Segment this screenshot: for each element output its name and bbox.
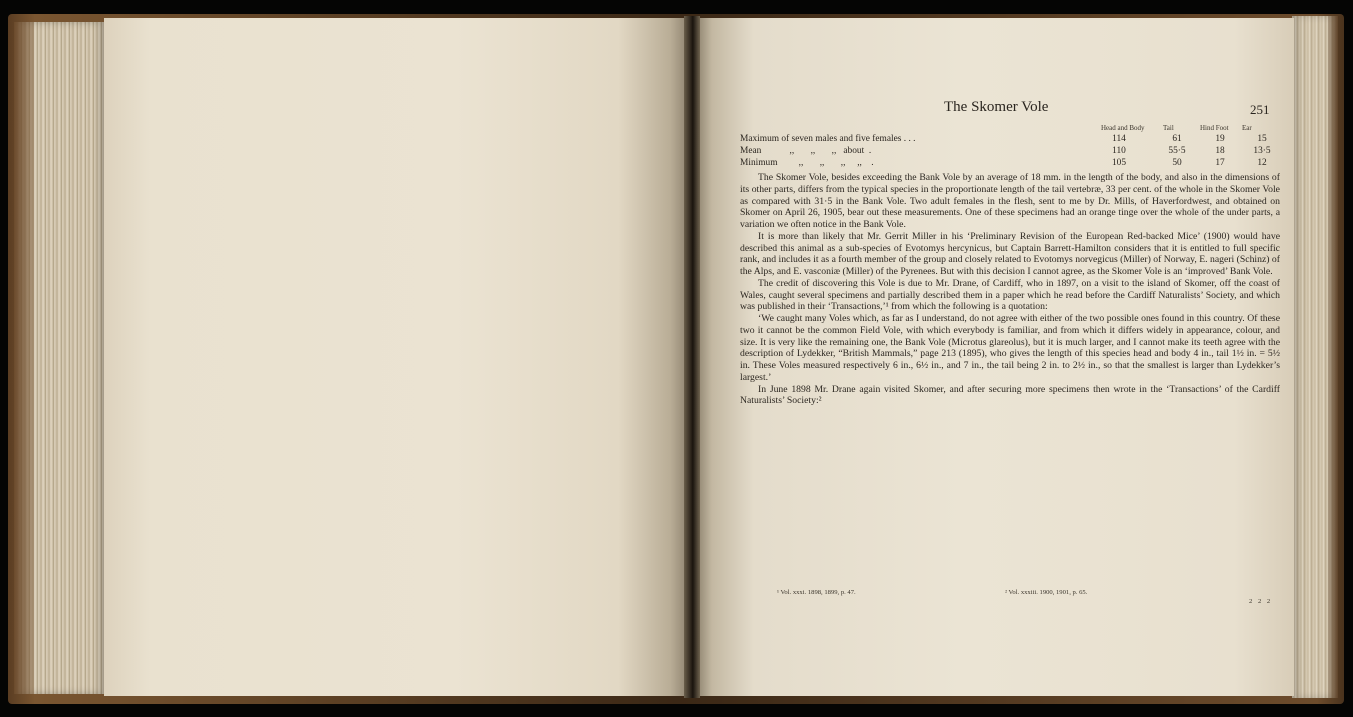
cell-ear: 15 [1257, 134, 1267, 144]
paragraph: It is more than likely that Mr. Gerrit Miller in his ‘Preliminary Revision of the European Red-backed Mice’ (1900) would have described this animal as a sub-species of Evotomys hercynicus, but Captain Barrett-Hamilton considers that it is entitled to full specific rank, and includes it as a fourth member of the group and closely related to Evotomys norvegicus (Miller) of Norway, E. nageri (Schinz) of the Alps, and E. vasconiæ (Miller) of the Pyrenees. But with this decision I cannot agree, as the Skomer Vole is an ‘improved’ Bank Vole. [740, 230, 1280, 277]
row-label: Maximum of seven males and five females . . . [740, 134, 916, 144]
row-label: Mean ,, ,, ,, about . [740, 146, 872, 156]
cell-head-body: 110 [1112, 146, 1126, 156]
cell-tail: 55·5 [1168, 146, 1186, 156]
book-gutter [684, 16, 700, 698]
blank-left-page [104, 18, 688, 696]
signature-mark: 2 2 2 [1249, 598, 1273, 605]
body-text [740, 172, 1280, 407]
cell-head-body: 114 [1112, 134, 1126, 144]
footnote-1: ¹ Vol. xxxi. 1898, 1899, p. 47. [777, 589, 856, 596]
cell-hind-foot: 19 [1215, 134, 1225, 144]
table-row-maximum [740, 134, 1280, 145]
header-hind-foot: Hind Foot [1200, 124, 1229, 132]
paragraph: The credit of discovering this Vole is due to Mr. Drane, of Cardiff, who in 1897, on a visit to the island of Skomer, off the coast of Wales, caught several specimens and partially described them in a paper which he read before the Cardiff Naturalists’ Society, and which was published in their ‘Transactions,’¹ from which the following is a quotation: [740, 277, 1280, 313]
cell-tail: 61 [1172, 134, 1182, 144]
page-number: 251 [1250, 102, 1270, 117]
header-tail: Tail [1163, 124, 1174, 132]
header-ear: Ear [1242, 124, 1252, 132]
table-row-minimum [740, 158, 1280, 169]
cell-hind-foot: 18 [1215, 146, 1225, 156]
cell-head-body: 105 [1111, 158, 1127, 168]
paragraph: In June 1898 Mr. Drane again visited Skomer, and after securing more specimens then wrote in the ‘Transactions’ of the Cardiff Naturalists’ Society:² [740, 383, 1280, 407]
cell-ear: 12 [1257, 158, 1267, 168]
left-page-edges [14, 22, 106, 694]
header-head-and-body: Head and Body [1101, 124, 1145, 132]
cell-ear: 13·5 [1253, 146, 1271, 156]
footnote-2: ² Vol. xxxiii. 1900, 1901, p. 65. [1005, 589, 1088, 596]
row-label: Minimum ,, ,, ,, ,, . [740, 158, 874, 168]
table-row-mean [740, 146, 1280, 157]
right-page-edges [1292, 16, 1338, 698]
paragraph: The Skomer Vole, besides exceeding the Bank Vole by an average of 18 mm. in the length of the body, and also in the dimensions of its other parts, differs from the typical species in the proportionate length of the tail vertebræ, 33 per cent. of the whole in the Skomer Vole as compared with 31·5 in the Bank Vole. Two adult females in the flesh, sent to me by Dr. Mills, of Haverfordwest, and obtained on Skomer on April 26, 1905, bear out these measurements. One of these specimens had an orange tinge over the whole of the under parts, a variation we often notice in the Bank Vole. [740, 172, 1280, 230]
quoted-paragraph: ‘We caught many Voles which, as far as I understand, do not agree with either of the two possible ones found in this country. Of these two it cannot be the common Field Vole, with which everybody is familiar, and from which it differs widely in appearance, colour, and size. It is very like the remaining one, the Bank Vole (Microtus glareolus), but it is much larger, and I cannot make its teeth agree with the description of Lydekker, “British Mammals,” page 213 (1895), who gives the length of this species head and body 4 in., tail 1½ in. = 5½ in. These Voles measured respectively 6 in., 6½ in., and 7 in., the tail being 2 in. to 2½ in., so that the smallest is larger than Lydekker’s largest.’ [740, 313, 1280, 383]
cell-tail: 50 [1172, 158, 1182, 168]
cell-hind-foot: 17 [1215, 158, 1225, 168]
